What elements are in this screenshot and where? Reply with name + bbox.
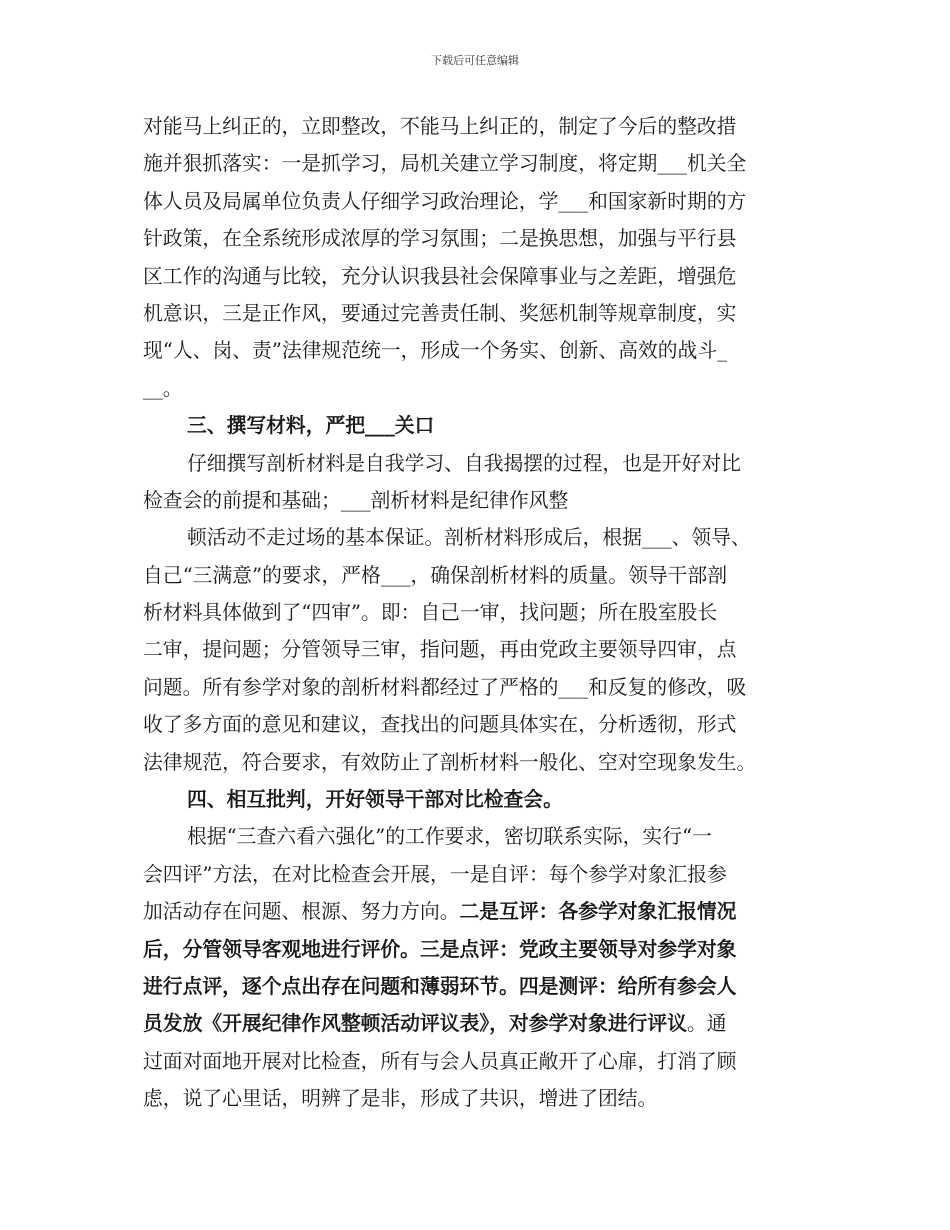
paragraph-line: 会四评”方法，在对比检查会开展，一是自评：每个参学对象汇报参	[143, 862, 727, 886]
tail-text: 。通	[686, 1012, 727, 1036]
paragraph-line: 自己“三满意”的要求，严格___，确保剖析材料的质量。领导干部剖	[143, 563, 727, 587]
section-heading-3: 三、撰写材料，严把___关口	[187, 413, 435, 438]
section-heading-4: 四、相互批判，开好领导干部对比检查会。	[187, 787, 563, 812]
paragraph-line: 根据“三查六看六强化”的工作要求，密切联系实际，实行“一	[187, 825, 712, 849]
bold-text: 二是互评：各参学对象汇报情况	[459, 899, 737, 924]
paragraph-line: 收了多方面的意见和建议，查找出的问题具体实在，分析透彻，形式	[143, 713, 737, 737]
mixed-paragraph-line	[143, 968, 809, 1005]
paragraph-line: 现“人、岗、责”法律规范统一，形成一个务实、创新、高效的战斗_	[143, 339, 727, 363]
paragraph-line: 顿活动不走过场的基本保证。剖析材料形成后，根据___、领导、	[187, 526, 751, 550]
paragraph-line: 区工作的沟通与比较，充分认识我县社会保障事业与之差距，增强危	[143, 264, 737, 288]
paragraph-line: 机意识，三是正作风，要通过完善责任制、奖惩机制等规章制度，实	[143, 301, 737, 325]
bold-text: 员发放《开展纪律作风整顿活动评议表》，对参学对象进行评议	[143, 1011, 687, 1036]
paragraph-line: 仔细撰写剖析材料是自我学习、自我揭摆的过程，也是开好对比	[187, 451, 741, 475]
paragraph-line: 二审，提问题；分管领导三审，指问题，再由党政主要领导四审，点	[143, 638, 737, 662]
paragraph-line: 法律规范，符合要求，有效防止了剖析材料一般化、空对空现象发生。	[143, 750, 757, 774]
paragraph-line: __。	[143, 376, 183, 400]
paragraph-line: 体人员及局属单位负责人仔细学习政治理论，学___和国家新时期的方	[143, 189, 747, 213]
mixed-paragraph-line	[143, 893, 809, 930]
mixed-paragraph-line	[143, 931, 809, 968]
normal-text: 加活动存在问题、根源、努力方向。	[143, 900, 460, 924]
paragraph-line: 针政策，在全系统形成浓厚的学习氛围；二是换思想，加强与平行县	[143, 227, 737, 251]
mixed-paragraph-line	[143, 1005, 809, 1042]
page-header-note: 下载后可任意编辑	[431, 54, 519, 67]
bold-text: 进行点评，逐个点出存在问题和薄弱环节。四是测评：给所有参会人	[143, 973, 737, 998]
paragraph-line: 检查会的前提和基础；___剖析材料是纪律作风整	[143, 488, 569, 512]
paragraph-line: 过面对面地开展对比检查，所有与会人员真正敞开了心扉，打消了顾	[143, 1049, 737, 1073]
paragraph-line: 问题。所有参学对象的剖析材料都经过了严格的___和反复的修改，吸	[143, 675, 747, 699]
paragraph-line: 对能马上纠正的，立即整改，不能马上纠正的，制定了今后的整改措	[143, 115, 737, 138]
paragraph-line: 析材料具体做到了“四审”。即：自己一审，找问题；所在股室股长	[143, 601, 718, 625]
paragraph-line: 虑，说了心里话，明辨了是非，形成了共识，增进了团结。	[143, 1087, 658, 1111]
bold-text: 后，分管领导客观地进行评价。三是点评：党政主要领导对参学对象	[143, 936, 737, 961]
paragraph-line: 施并狠抓落实：一是抓学习，局机关建立学习制度，将定期___机关全	[143, 152, 747, 176]
document-body	[143, 108, 809, 1118]
